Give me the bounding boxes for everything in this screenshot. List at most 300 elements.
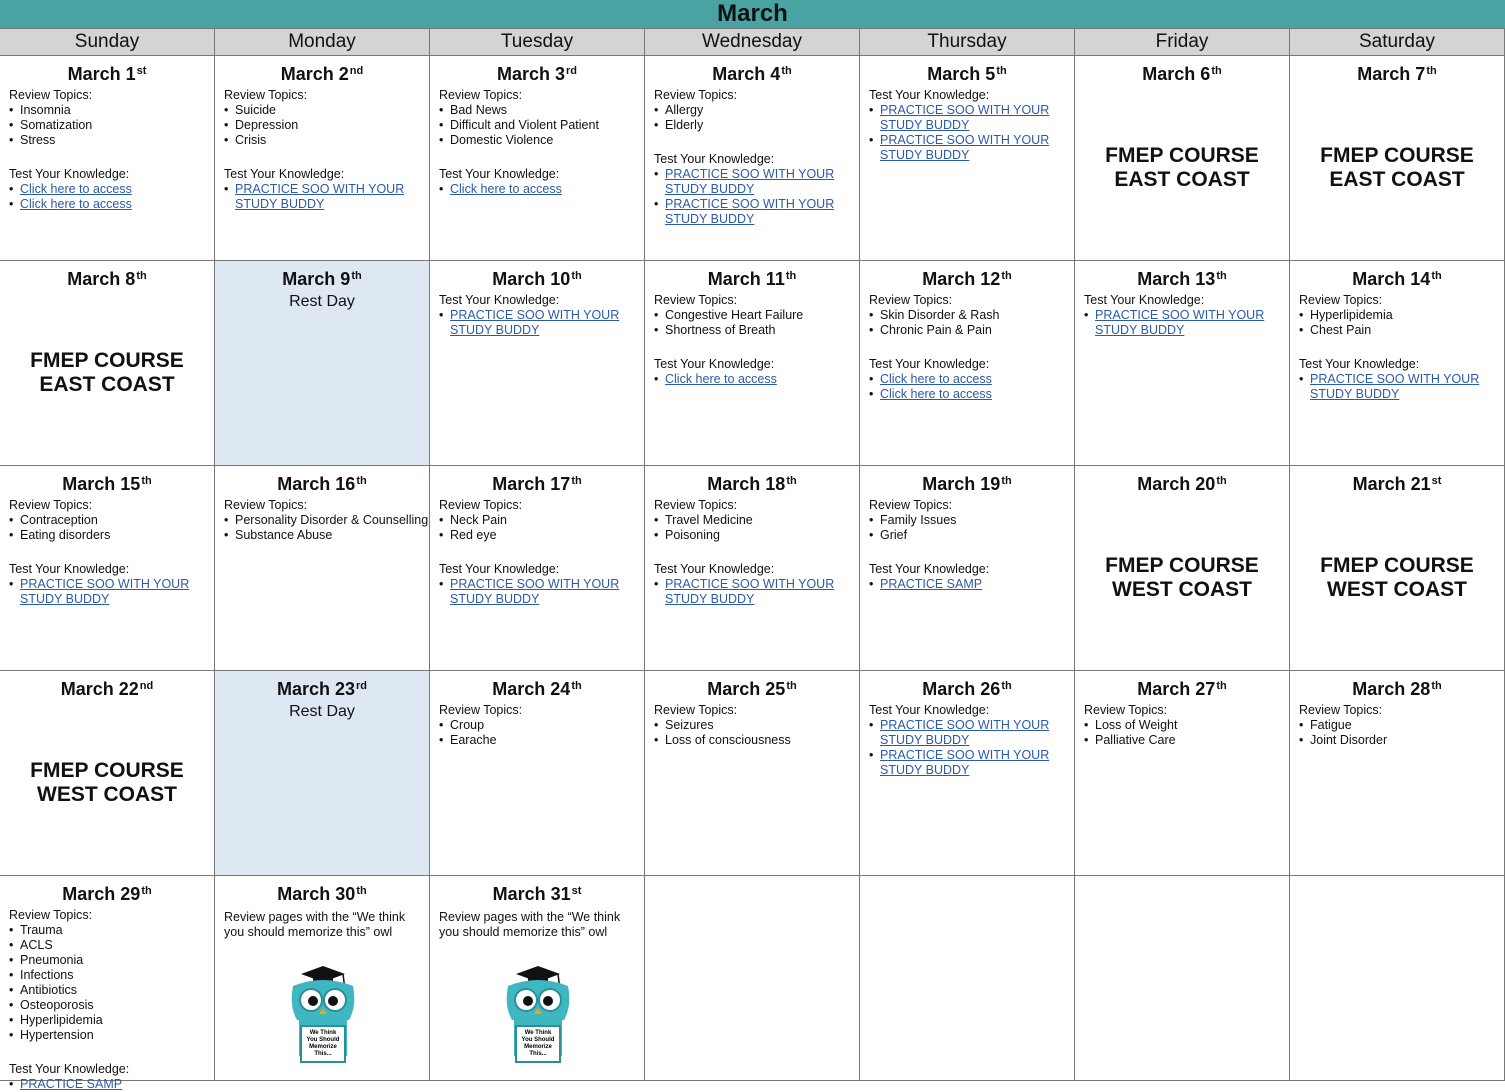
review-topic-item: • Neck Pain [439,513,644,528]
date-suffix: th [785,270,797,282]
date-suffix: th [141,885,152,897]
review-topic-item: • Pneumonia [9,953,214,968]
empty-day-cell [1290,876,1505,1081]
test-knowledge-label: Test Your Knowledge: [869,703,990,717]
day-date [430,60,644,84]
test-knowledge-label: Test Your Knowledge: [869,357,990,371]
day-date-text: March 29 [62,884,141,904]
day-date [1290,60,1504,84]
test-link-item [869,133,1074,163]
review-topic-item: • Infections [9,968,214,983]
review-topic-item: • Elderly [654,118,859,133]
test-your-knowledge [654,357,859,387]
test-your-knowledge [9,562,214,607]
day-date [430,880,644,904]
day-date-text: March 7 [1357,64,1426,84]
review-topic-item: • Travel Medicine [654,513,859,528]
review-note: Review pages with the “We think you should memorize this” owl [224,910,406,939]
day-date [215,880,429,904]
day-cell [430,261,645,466]
practice-link[interactable]: PRACTICE SOO WITH YOUR STUDY BUDDY [235,182,405,211]
test-your-knowledge [869,88,1074,163]
day-date-text: March 9 [282,269,351,289]
practice-link[interactable]: PRACTICE SOO WITH YOUR STUDY BUDDY [665,577,835,606]
review-note: Review pages with the “We think you should memorize this” owl [439,910,621,939]
review-topics-label: Review Topics: [654,498,738,512]
practice-link[interactable]: PRACTICE SOO WITH YOUR STUDY BUDDY [880,748,1050,777]
practice-link[interactable]: PRACTICE SOO WITH YOUR STUDY BUDDY [20,577,190,606]
course-banner-line: WEST COAST [37,783,177,806]
day-date-text: March 5 [927,64,996,84]
test-link-item [9,577,214,607]
review-topics [654,293,859,338]
test-your-knowledge [9,1062,214,1092]
day-date [860,60,1074,84]
review-topics-label: Review Topics: [654,703,738,717]
empty-day-cell [860,876,1075,1081]
weekday-header: Sunday [0,28,215,56]
day-date-text: March 16 [277,474,356,494]
date-suffix: th [356,475,367,487]
practice-link[interactable]: Click here to access [880,387,992,401]
review-topic-item: • Stress [9,133,214,148]
review-topics-label: Review Topics: [224,498,308,512]
review-topic-item: • Shortness of Breath [654,323,859,338]
course-banner-line: FMEP COURSE [30,349,184,372]
review-topics [439,498,644,543]
review-topics [9,908,214,1043]
day-cell [430,466,645,671]
test-your-knowledge [654,562,859,607]
course-banner-line: FMEP COURSE [30,759,184,782]
day-date-text: March 17 [492,474,571,494]
review-topic-item: • Skin Disorder & Rash [869,308,1074,323]
course-banner [1075,554,1289,602]
review-topic-item: • Personality Disorder & Counselling [224,513,429,528]
empty-day-cell [645,876,860,1081]
day-date-text: March 14 [1352,269,1431,289]
weekday-header: Friday [1075,28,1290,56]
review-topics-label: Review Topics: [439,703,523,717]
day-date [215,265,429,289]
weekday-header: Thursday [860,28,1075,56]
practice-link[interactable]: PRACTICE SAMP [880,577,983,591]
day-date-text: March 23 [276,679,356,699]
review-topics-label: Review Topics: [439,498,523,512]
test-link-item [1084,308,1289,338]
review-topics [654,498,859,543]
review-topic-item: • Osteoporosis [9,998,214,1013]
test-link-item [9,197,214,212]
date-suffix: th [1216,270,1227,282]
review-topic-item: • Family Issues [869,513,1074,528]
weekday-header: Saturday [1290,28,1505,56]
test-knowledge-label: Test Your Knowledge: [224,167,345,181]
review-topic-item: • Croup [439,718,644,733]
date-suffix: th [571,475,582,487]
review-topics [1084,703,1289,748]
review-topics-label: Review Topics: [224,88,308,102]
test-link-item [224,182,429,212]
owl-sign-text: Memorize [524,1044,552,1050]
review-topics-label: Review Topics: [439,88,523,102]
review-topics-label: Review Topics: [9,498,93,512]
course-banner-line: FMEP COURSE [1320,144,1474,167]
test-link-item [9,1077,214,1092]
review-topic-item: • Hyperlipidemia [1299,308,1504,323]
day-cell [860,671,1075,876]
review-topic-item: • Depression [224,118,429,133]
review-topic-item: • Hyperlipidemia [9,1013,214,1028]
test-knowledge-label: Test Your Knowledge: [1299,357,1420,371]
review-topics [9,498,214,543]
day-date [1075,60,1289,84]
test-knowledge-label: Test Your Knowledge: [869,88,990,102]
day-date [215,470,429,494]
test-knowledge-label: Test Your Knowledge: [9,562,130,576]
practice-link[interactable]: PRACTICE SOO WITH YOUR STUDY BUDDY [665,167,835,196]
course-banner-line: EAST COAST [1114,168,1250,191]
day-cell [1075,671,1290,876]
day-date [215,675,429,699]
test-link-item [9,182,214,197]
day-cell [1075,56,1290,261]
course-banner-line: FMEP COURSE [1105,554,1259,577]
course-banner-line: FMEP COURSE [1320,554,1474,577]
day-date [0,880,214,904]
review-topics-label: Review Topics: [654,293,738,307]
date-suffix: st [571,885,582,897]
test-your-knowledge [439,293,644,338]
practice-link[interactable]: PRACTICE SOO WITH YOUR STUDY BUDDY [665,197,835,226]
day-cell [0,261,215,466]
day-date-text: March 28 [1352,679,1431,699]
day-date [860,265,1074,289]
day-date-text: March 2 [280,64,349,84]
test-your-knowledge [1299,357,1504,402]
weekday-header: Monday [215,28,430,56]
owl-sign-text: Memorize [309,1044,337,1050]
practice-link[interactable]: Click here to access [665,372,777,386]
review-topics [9,88,214,148]
date-suffix: th [1431,680,1442,692]
day-date [1290,470,1504,494]
day-date [215,60,429,84]
review-topic-item: • Grief [869,528,1074,543]
day-date [645,60,859,84]
day-cell [430,876,645,1081]
test-knowledge-label: Test Your Knowledge: [869,562,990,576]
owl-icon [498,964,578,1069]
day-date [0,675,214,699]
weekday-header: Wednesday [645,28,860,56]
review-topic-item: • Fatigue [1299,718,1504,733]
test-knowledge-label: Test Your Knowledge: [439,293,560,307]
test-your-knowledge [869,562,1074,592]
test-link-item [439,577,644,607]
day-date-text: March 21 [1352,474,1431,494]
date-suffix: th [1001,680,1012,692]
review-topic-item: • Suicide [224,103,429,118]
date-suffix: th [786,475,797,487]
review-topics [439,703,644,748]
review-topic-item: • Domestic Violence [439,133,644,148]
day-date-text: March 11 [707,269,785,289]
test-knowledge-label: Test Your Knowledge: [439,167,560,181]
date-suffix: th [996,65,1007,77]
day-date [645,470,859,494]
review-topic-item: • Loss of consciousness [654,733,859,748]
review-topics [869,498,1074,543]
rest-day-label: Rest Day [289,293,355,310]
course-banner-line: FMEP COURSE [1105,144,1259,167]
test-your-knowledge [869,357,1074,402]
review-topic-item: • Antibiotics [9,983,214,998]
day-cell [645,56,860,261]
review-topic-item: • Bad News [439,103,644,118]
review-topics-label: Review Topics: [9,908,93,922]
day-date-text: March 3 [496,64,566,84]
day-date [1075,470,1289,494]
test-your-knowledge [439,167,644,197]
test-your-knowledge [1084,293,1289,338]
owl-sign-text: This... [529,1051,547,1057]
day-cell [645,671,860,876]
practice-link[interactable]: PRACTICE SOO WITH YOUR STUDY BUDDY [450,308,620,337]
review-topics-label: Review Topics: [1084,703,1168,717]
review-topics-label: Review Topics: [9,88,93,102]
course-banner-line: WEST COAST [1112,578,1252,601]
review-topic-item: • Crisis [224,133,429,148]
date-suffix: rd [566,65,578,77]
day-cell [1290,671,1505,876]
day-cell [1290,261,1505,466]
owl-sign-text: You Should [521,1037,555,1043]
review-topic-item: • Hypertension [9,1028,214,1043]
review-topics [1299,703,1504,748]
day-date [0,265,214,289]
review-topic-item: • Joint Disorder [1299,733,1504,748]
review-topic-item: • Palliative Care [1084,733,1289,748]
test-link-item [869,718,1074,748]
test-your-knowledge [9,167,214,212]
day-cell [860,466,1075,671]
day-date-text: March 22 [60,679,139,699]
test-link-item [439,308,644,338]
owl-icon [283,964,363,1069]
practice-link[interactable]: PRACTICE SOO WITH YOUR STUDY BUDDY [880,133,1050,162]
day-cell [0,671,215,876]
review-topic-item: • Earache [439,733,644,748]
owl-illustration [498,964,578,1074]
review-topics-label: Review Topics: [869,498,953,512]
date-suffix: st [136,65,147,77]
review-topic-item: • Somatization [9,118,214,133]
review-topics-label: Review Topics: [1299,293,1383,307]
test-knowledge-label: Test Your Knowledge: [9,1062,130,1076]
review-topic-item: • Loss of Weight [1084,718,1289,733]
practice-link[interactable]: PRACTICE SAMP [20,1077,123,1091]
test-link-item [869,387,1074,402]
day-date [0,470,214,494]
test-link-item [439,182,644,197]
day-date [1075,265,1289,289]
practice-link[interactable]: PRACTICE SOO WITH YOUR STUDY BUDDY [1095,308,1265,337]
day-cell [215,56,430,261]
review-topics-label: Review Topics: [1299,703,1383,717]
day-date-text: March 10 [492,269,571,289]
date-suffix: th [1216,680,1227,692]
practice-link[interactable]: Click here to access [20,182,132,196]
day-cell [0,876,215,1091]
test-link-item [1299,372,1504,402]
test-your-knowledge [869,703,1074,778]
day-date-text: March 31 [492,884,571,904]
test-link-item [869,103,1074,133]
test-your-knowledge [654,152,859,227]
day-cell [860,56,1075,261]
day-date [1075,675,1289,699]
test-link-item [869,372,1074,387]
day-date-text: March 18 [707,474,786,494]
test-your-knowledge [224,167,429,212]
day-date-text: March 6 [1142,64,1211,84]
review-topics [654,703,859,748]
review-topics [654,88,859,133]
day-cell [215,261,430,466]
review-topic-item: • Poisoning [654,528,859,543]
review-topic-item: • Seizures [654,718,859,733]
day-date-text: March 25 [707,679,786,699]
date-suffix: th [571,680,582,692]
date-suffix: th [786,680,797,692]
test-your-knowledge [439,562,644,607]
day-date-text: March 12 [922,269,1001,289]
review-topics-label: Review Topics: [654,88,738,102]
review-topic-item: • Chronic Pain & Pain [869,323,1074,338]
day-date [645,265,859,289]
owl-sign-text: We Think [524,1030,552,1036]
review-topics [224,498,429,543]
practice-link[interactable]: Click here to access [880,372,992,386]
empty-day-cell [1075,876,1290,1081]
day-date [430,675,644,699]
weekday-header: Tuesday [430,28,645,56]
review-topic-item: • Substance Abuse [224,528,429,543]
day-date [860,470,1074,494]
date-suffix: st [1431,475,1442,487]
date-suffix: th [1001,475,1012,487]
practice-link[interactable]: Click here to access [20,197,132,211]
course-banner-line: EAST COAST [39,373,175,396]
day-date-text: March 19 [922,474,1001,494]
date-suffix: th [781,65,792,77]
owl-illustration [283,964,363,1074]
day-date-text: March 30 [277,884,356,904]
review-topic-item: • Difficult and Violent Patient [439,118,644,133]
date-suffix: th [1431,270,1442,282]
owl-sign-text: This... [314,1051,332,1057]
date-suffix: th [1216,475,1227,487]
owl-sign-text: You Should [306,1037,340,1043]
day-cell [430,671,645,876]
course-banner-line: WEST COAST [1327,578,1467,601]
review-topic-item: • Contraception [9,513,214,528]
date-suffix: th [1426,65,1437,77]
date-suffix: th [351,270,362,282]
practice-link[interactable]: PRACTICE SOO WITH YOUR STUDY BUDDY [880,103,1050,132]
course-banner [1075,144,1289,192]
review-topic-item: • Allergy [654,103,859,118]
date-suffix: nd [139,680,154,692]
test-knowledge-label: Test Your Knowledge: [654,152,775,166]
test-link-item [654,167,859,197]
practice-link[interactable]: PRACTICE SOO WITH YOUR STUDY BUDDY [880,718,1050,747]
month-title: March [0,0,1505,28]
date-suffix: th [141,475,152,487]
day-cell [645,466,860,671]
day-cell [1075,261,1290,466]
day-cell [215,671,430,876]
day-date-text: March 15 [62,474,141,494]
test-knowledge-label: Test Your Knowledge: [654,357,775,371]
day-cell [0,56,215,261]
test-knowledge-label: Test Your Knowledge: [654,562,775,576]
day-cell [1290,466,1505,671]
day-date [1290,675,1504,699]
day-date [0,60,214,84]
day-cell [1290,56,1505,261]
date-suffix: th [571,270,582,282]
review-topics [439,88,644,148]
day-date [860,675,1074,699]
day-date-text: March 1 [67,64,136,84]
practice-link[interactable]: PRACTICE SOO WITH YOUR STUDY BUDDY [1310,372,1480,401]
review-topic-item: • Insomnia [9,103,214,118]
review-topic-item: • Congestive Heart Failure [654,308,859,323]
review-topic-item: • Red eye [439,528,644,543]
review-topics [869,293,1074,338]
test-link-item [869,748,1074,778]
rest-day-label: Rest Day [289,703,355,720]
test-link-item [869,577,1074,592]
day-date-text: March 8 [67,269,136,289]
day-date [645,675,859,699]
day-date [430,470,644,494]
course-banner [0,759,214,807]
date-suffix: th [356,885,367,897]
review-topics [224,88,429,148]
date-suffix: th [136,270,147,282]
test-knowledge-label: Test Your Knowledge: [439,562,560,576]
practice-link[interactable]: Click here to access [450,182,562,196]
test-knowledge-label: Test Your Knowledge: [9,167,130,181]
day-cell [215,876,430,1081]
date-suffix: th [1211,65,1222,77]
test-link-item [654,577,859,607]
day-cell [645,261,860,466]
day-cell [430,56,645,261]
day-date-text: March 26 [922,679,1001,699]
day-cell [0,466,215,671]
owl-sign-text: We Think [309,1030,337,1036]
practice-link[interactable]: PRACTICE SOO WITH YOUR STUDY BUDDY [450,577,620,606]
day-cell [215,466,430,671]
date-suffix: rd [356,680,368,692]
day-date-text: March 20 [1137,474,1216,494]
date-suffix: th [1001,270,1012,282]
day-date-text: March 4 [712,64,781,84]
